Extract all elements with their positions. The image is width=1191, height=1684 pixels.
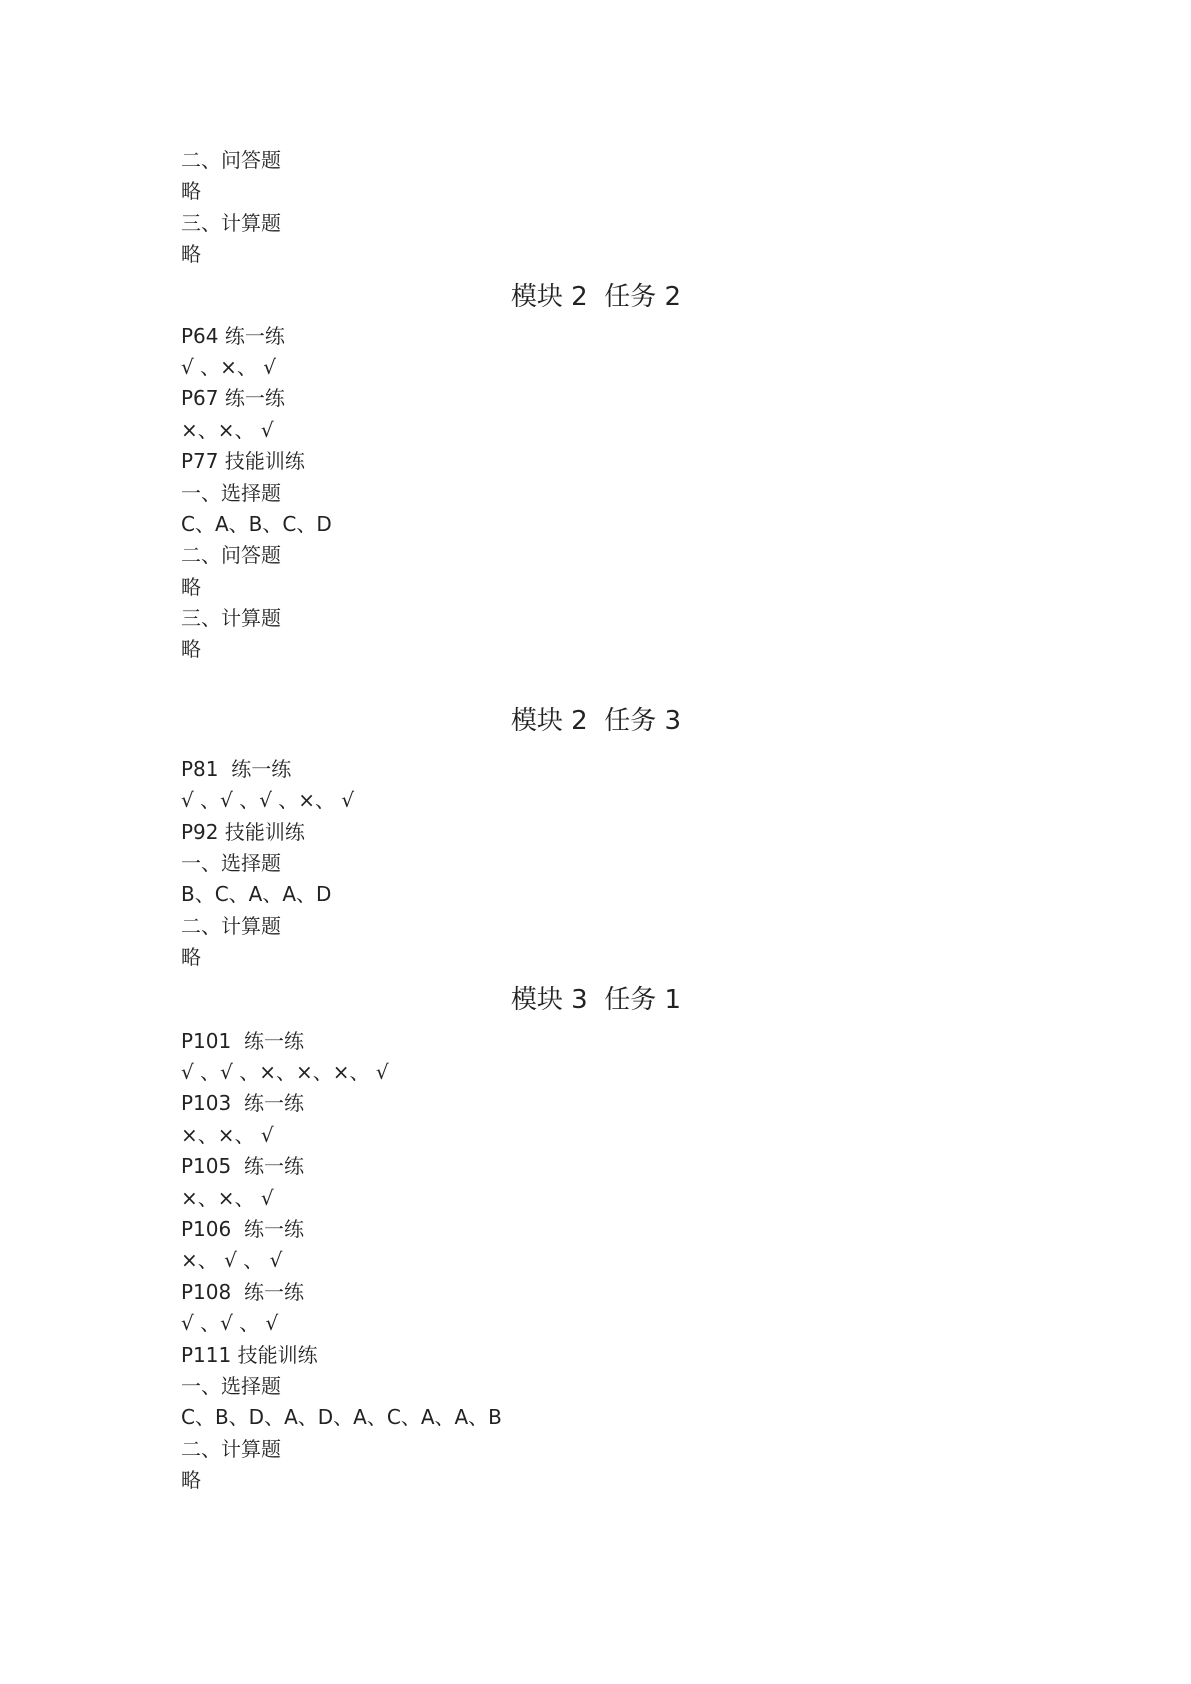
section-2-3-line-5: B、C、A、A、D [181,882,332,907]
section-3-1-line-2: √ 、√ 、×、×、×、 √ [181,1059,389,1084]
section-heading-module2-task3: 模块 2 任务 3 [510,705,682,736]
section-3-1-line-5: P105 练一练 [181,1154,304,1179]
document-content [181,145,1011,1496]
section-3-1-line-13: C、B、D、A、D、A、C、A、A、B [181,1405,502,1430]
block1-line-3: 三、计算题 [181,210,281,235]
section-2-2-line-9: 略 [181,574,201,599]
section-2-2-line-3: P67 练一练 [181,386,285,411]
section-2-3-line-2: √ 、√ 、√ 、×、 √ [181,788,355,813]
section-3-1-line-4: ×、×、 √ [181,1122,274,1147]
section-3-1-line-8: ×、 √ 、 √ [181,1248,283,1273]
section-3-1-line-14: 二、计算题 [181,1436,281,1461]
section-3-1-line-10: √ 、√ 、 √ [181,1311,279,1336]
section-2-3-line-7: 略 [181,945,201,970]
section-3-1-line-7: P106 练一练 [181,1216,304,1241]
section-3-1-line-1: P101 练一练 [181,1028,304,1053]
section-2-2-line-6: 一、选择题 [181,480,281,505]
block1-line-1: 二、问答题 [181,148,281,172]
section-2-2-line-2: √ 、×、 √ [181,354,276,379]
section-2-2-line-8: 二、问答题 [181,543,281,568]
section-2-2-line-1: P64 练一练 [181,323,285,348]
section-2-2-line-5: P77 技能训练 [181,449,305,474]
section-2-2-line-11: 略 [181,637,201,662]
section-3-1-line-9: P108 练一练 [181,1279,304,1304]
section-3-1-line-3: P103 练一练 [181,1091,304,1116]
section-3-1-line-12: 一、选择题 [181,1373,281,1398]
block1-line-2: 略 [181,179,201,204]
section-2-3-line-3: P92 技能训练 [181,819,305,844]
section-3-1-line-6: ×、×、 √ [181,1185,274,1210]
section-2-3-line-1: P81 练一练 [181,756,292,781]
section-3-1-line-15: 略 [181,1468,201,1493]
section-heading-module3-task1: 模块 3 任务 1 [510,984,682,1015]
section-2-2-line-7: C、A、B、C、D [181,511,332,536]
section-2-3-line-6: 二、计算题 [181,913,281,938]
section-2-2-line-10: 三、计算题 [181,606,281,631]
section-3-1-line-11: P111 技能训练 [181,1342,318,1367]
section-2-3-line-4: 一、选择题 [181,851,281,876]
section-heading-module2-task2: 模块 2 任务 2 [510,281,682,312]
section-2-2-line-4: ×、×、 √ [181,417,274,442]
block1-line-4: 略 [181,242,201,267]
